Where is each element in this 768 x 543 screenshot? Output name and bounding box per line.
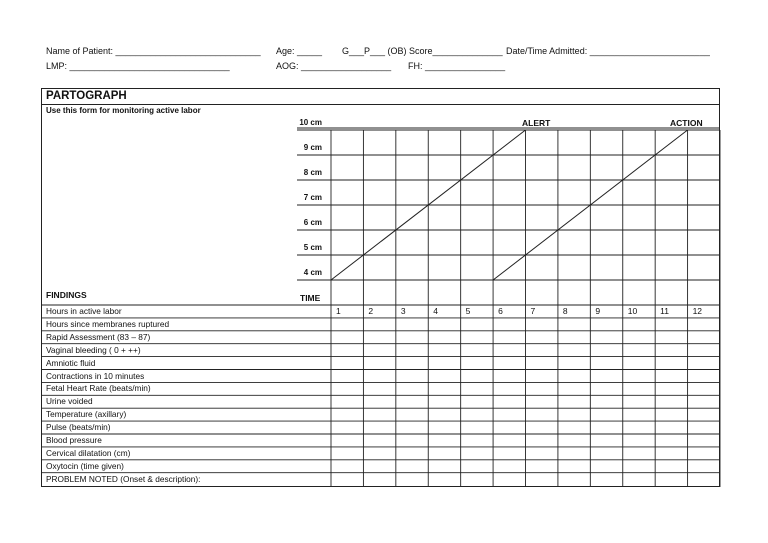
- finding-row-label: Rapid Assessment (83 – 87): [46, 331, 151, 342]
- finding-row-label: Amniotic fluid: [46, 357, 96, 368]
- finding-row-label: Temperature (axillary): [46, 409, 127, 420]
- hour-cell: 11: [660, 306, 669, 316]
- hour-cell: 1: [336, 306, 341, 316]
- finding-row-label: Vaginal bleeding ( 0 + ++): [46, 344, 141, 355]
- age-field: Age: _____: [276, 46, 323, 56]
- dilation-tick-label: 4 cm: [303, 268, 322, 277]
- finding-row-label: Cervical dilatation (cm): [46, 447, 131, 458]
- dilation-tick-label: 5 cm: [303, 243, 322, 252]
- hour-cell: 8: [562, 306, 568, 316]
- hour-cell: 2: [368, 306, 374, 316]
- findings-heading: FINDINGS: [46, 290, 87, 300]
- hour-cell: 4: [433, 306, 438, 316]
- time-axis-label: TIME: [300, 293, 321, 303]
- hour-cell: 3: [400, 306, 406, 316]
- finding-row-label: Fetal Heart Rate (beats/min): [46, 383, 151, 394]
- lmp-field: LMP: ________________________________: [46, 61, 230, 71]
- finding-row-label: Urine voided: [46, 396, 93, 407]
- finding-row-label: Hours in active labor: [46, 306, 122, 316]
- hour-cell: 6: [498, 306, 503, 316]
- fh-field: FH: ________________: [408, 61, 506, 71]
- date-time-admitted-field: Date/Time Admitted: ________________________: [506, 46, 710, 56]
- finding-row-label: Oxytocin (time given): [46, 460, 124, 471]
- hour-cell: 10: [627, 306, 638, 316]
- dilation-tick-label: 8 cm: [303, 168, 322, 177]
- dilation-tick-label: 6 cm: [303, 218, 322, 227]
- finding-row-label: Hours since membranes ruptured: [46, 318, 170, 329]
- alert-line-label: ALERT: [522, 118, 551, 128]
- patient-name-field: Name of Patient: _____________________________: [46, 46, 261, 56]
- finding-row-label: Pulse (beats/min): [46, 422, 111, 433]
- finding-row-label: PROBLEM NOTED (Onset & description):: [46, 473, 201, 484]
- hour-cell: 12: [692, 306, 703, 316]
- dilation-tick-label: 9 cm: [303, 143, 322, 152]
- dilation-tick-label: 10 cm: [299, 118, 322, 127]
- dilation-tick-label: 7 cm: [303, 193, 322, 202]
- hour-cell: 5: [465, 306, 471, 316]
- aog-field: AOG: __________________: [276, 61, 392, 71]
- form-subtitle: Use this form for monitoring active labor: [46, 106, 201, 115]
- finding-row-label: Blood pressure: [46, 435, 102, 445]
- finding-row-label: Contractions in 10 minutes: [46, 370, 145, 381]
- gp-ob-score-field: G___P___ (OB) Score______________: [342, 46, 503, 56]
- hour-cell: 9: [595, 306, 601, 316]
- form-title: PARTOGRAPH: [46, 90, 127, 102]
- action-line-label: ACTION: [670, 118, 703, 128]
- hour-cell: 7: [530, 306, 536, 316]
